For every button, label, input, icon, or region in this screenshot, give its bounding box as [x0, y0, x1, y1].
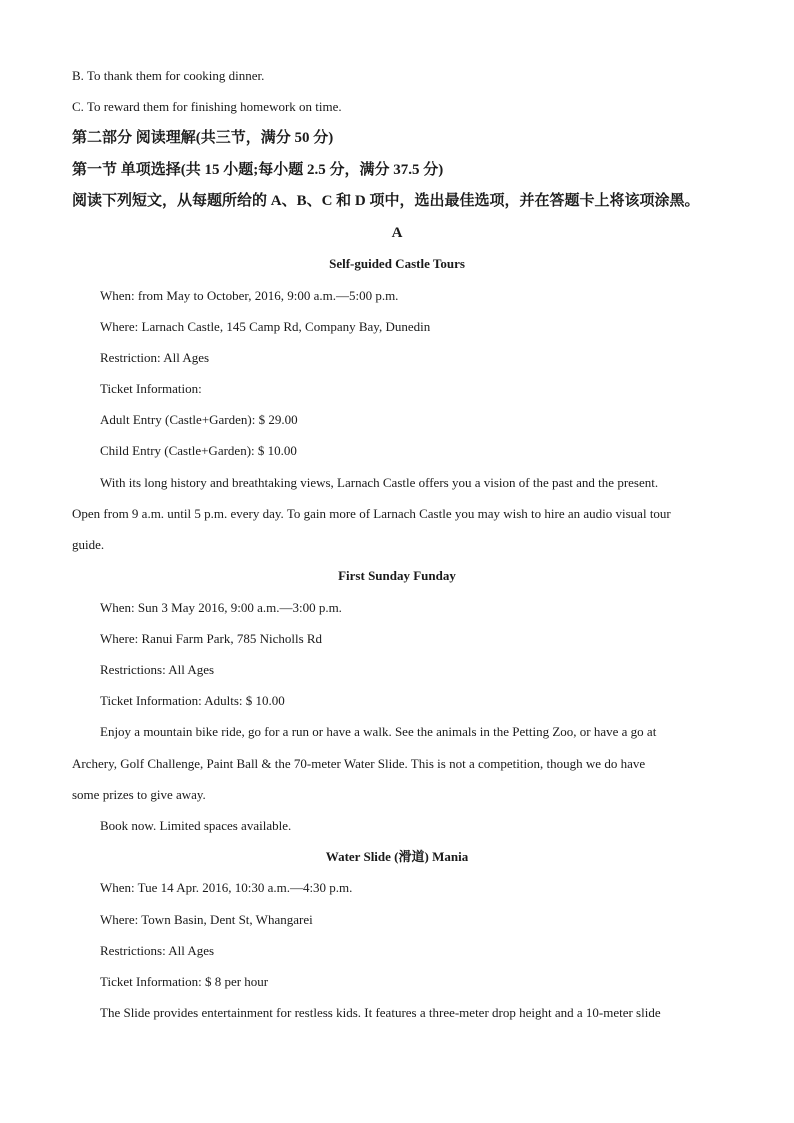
event1-restriction: Restriction: All Ages	[100, 350, 210, 365]
event3-ticket: Ticket Information: $ 8 per hour	[100, 974, 269, 989]
event2-ticket: Ticket Information: Adults: $ 10.00	[100, 693, 285, 708]
event2-where: Where: Ranui Farm Park, 785 Nicholls Rd	[100, 631, 323, 646]
event2-desc-2: Archery, Golf Challenge, Paint Ball & the 70-meter Water Slide. This is not a competition, though we do have	[72, 756, 646, 771]
event3-where: Where: Town Basin, Dent St, Whangarei	[100, 912, 313, 927]
option-c: C. To reward them for finishing homework on time.	[72, 99, 342, 114]
instruction: 阅读下列短文，从每题所给的 A、B、C 和 D 项中，选出最佳选项，并在答题卡上将该项涂黑。	[72, 193, 700, 209]
part-heading: 第二部分 阅读理解(共三节，满分 50 分)	[72, 130, 334, 146]
event3-restriction: Restrictions: All Ages	[100, 943, 215, 958]
event3-title: Water Slide (滑道) Mania	[325, 849, 469, 864]
event2-when: When: Sun 3 May 2016, 9:00 a.m.—3:00 p.m.	[100, 600, 342, 615]
event1-adult: Adult Entry (Castle+Garden): $ 29.00	[100, 412, 298, 427]
event2-desc-1: Enjoy a mountain bike ride, go for a run or have a walk. See the animals in the Petting Zoo, or have a go at	[100, 724, 657, 739]
event3-when: When: Tue 14 Apr. 2016, 10:30 a.m.—4:30 p.m.	[100, 880, 353, 895]
event1-title: Self-guided Castle Tours	[329, 256, 465, 271]
passage-letter: A	[391, 225, 403, 241]
event2-book: Book now. Limited spaces available.	[100, 818, 292, 833]
event2-title: First Sunday Funday	[338, 568, 456, 583]
event2-desc-3: some prizes to give away.	[72, 787, 206, 802]
event1-where: Where: Larnach Castle, 145 Camp Rd, Company Bay, Dunedin	[100, 319, 431, 334]
option-b: B. To thank them for cooking dinner.	[72, 68, 265, 83]
section-heading: 第一节 单项选择(共 15 小题;每小题 2.5 分，满分 37.5 分)	[72, 162, 444, 178]
event1-when: When: from May to October, 2016, 9:00 a.m.—5:00 p.m.	[100, 288, 399, 303]
event1-child: Child Entry (Castle+Garden): $ 10.00	[100, 443, 297, 458]
event1-desc-2: Open from 9 a.m. until 5 p.m. every day. To gain more of Larnach Castle you may wish to hire an audio visual tour	[72, 506, 671, 521]
event2-restriction: Restrictions: All Ages	[100, 662, 215, 677]
event1-desc-1: With its long history and breathtaking views, Larnach Castle offers you a vision of the past and the present.	[100, 475, 659, 490]
event1-ticket: Ticket Information:	[100, 381, 202, 396]
event3-desc-1: The Slide provides entertainment for restless kids. It features a three-meter drop height and a 10-meter slide	[100, 1005, 661, 1020]
event1-desc-3: guide.	[72, 537, 105, 552]
